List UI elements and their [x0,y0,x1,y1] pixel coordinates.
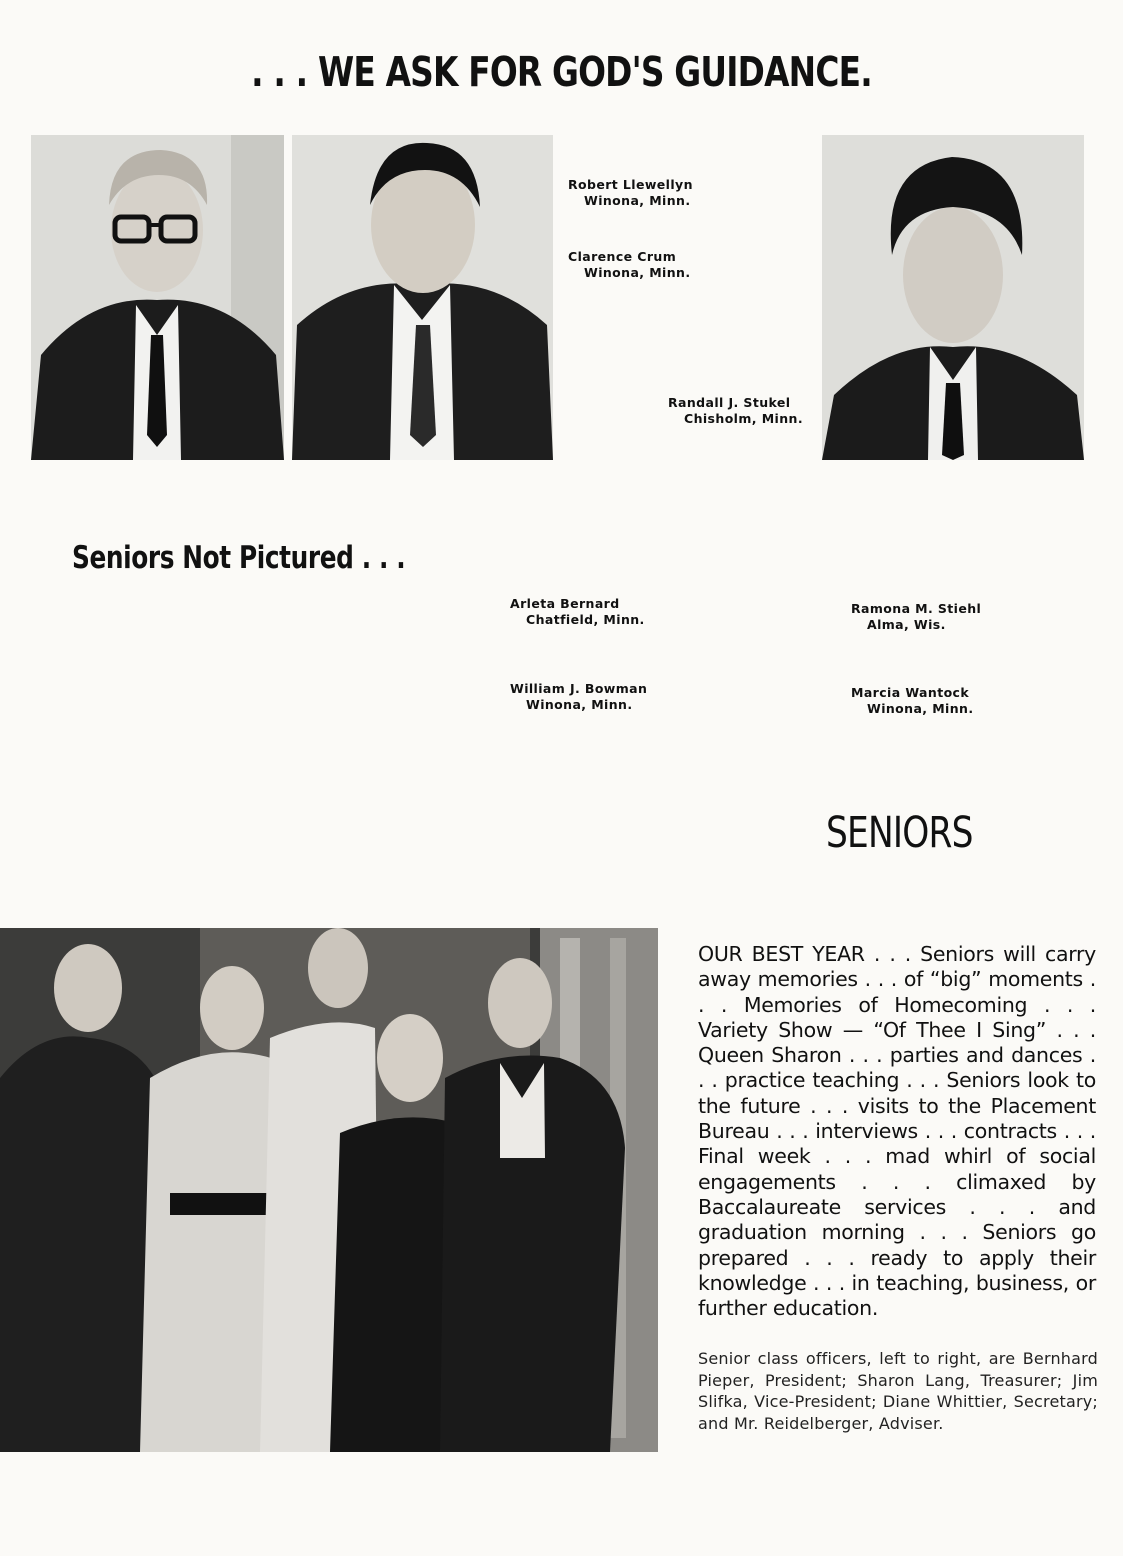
portrait-caption-3 [668,395,803,427]
not-pictured-entry-2 [510,681,647,713]
portrait-caption-1 [568,177,693,209]
entry-place: Chatfield, Minn. [526,612,645,627]
entry-place: Alma, Wis. [867,617,946,632]
portrait-photo-3 [822,135,1084,460]
class-officers-caption: Senior class officers, left to right, are Bernhard Pieper, President; Sharon Lang, Treasurer; Jim Slifka, Vice-President; Diane Whittier, Secretary; and Mr. Reidelberger, Adviser. [698,1349,1098,1433]
caption-place: Winona, Minn. [584,193,691,208]
caption-place: Winona, Minn. [584,265,691,280]
seniors-body-text: OUR BEST YEAR . . . Seniors will carry away memories . . . of “big” moments . . . Memories of Homecoming . . . Variety Show — “Of Thee I Sing” . . . Queen Sharon . . . parties and dances . . . practice teaching . . . Seniors look to the future . . . visits to the Placement Bureau . . . interviews . . . contracts . . . Final week . . . mad whirl of social engagements . . . climaxed by Baccalaureate services . . . and graduation morning . . . Seniors go prepared . . . ready to apply their knowledge . . . in teaching, business, or further education. [698,942,1096,1321]
entry-name: William J. Bowman [510,681,648,696]
portrait-photo-1 [31,135,284,460]
entry-place: Winona, Minn. [526,697,633,712]
caption-place: Chisholm, Minn. [684,411,803,426]
caption-name: Clarence Crum [568,249,677,264]
class-officers-photo [0,928,658,1452]
portrait-caption-2 [568,249,690,281]
section-title: SENIORS [826,808,973,858]
not-pictured-entry-3 [851,601,981,633]
entry-name: Marcia Wantock [851,685,970,700]
page-heading: . . . WE ASK FOR GOD'S GUIDANCE. [251,48,872,96]
not-pictured-entry-1 [510,596,645,628]
entry-name: Ramona M. Stiehl [851,601,982,616]
entry-place: Winona, Minn. [867,701,974,716]
portrait-photo-2 [292,135,553,460]
not-pictured-entry-4 [851,685,973,717]
not-pictured-heading: Seniors Not Pictured . . . [72,540,406,576]
caption-name: Randall J. Stukel [668,395,791,410]
entry-name: Arleta Bernard [510,596,620,611]
caption-name: Robert Llewellyn [568,177,693,192]
